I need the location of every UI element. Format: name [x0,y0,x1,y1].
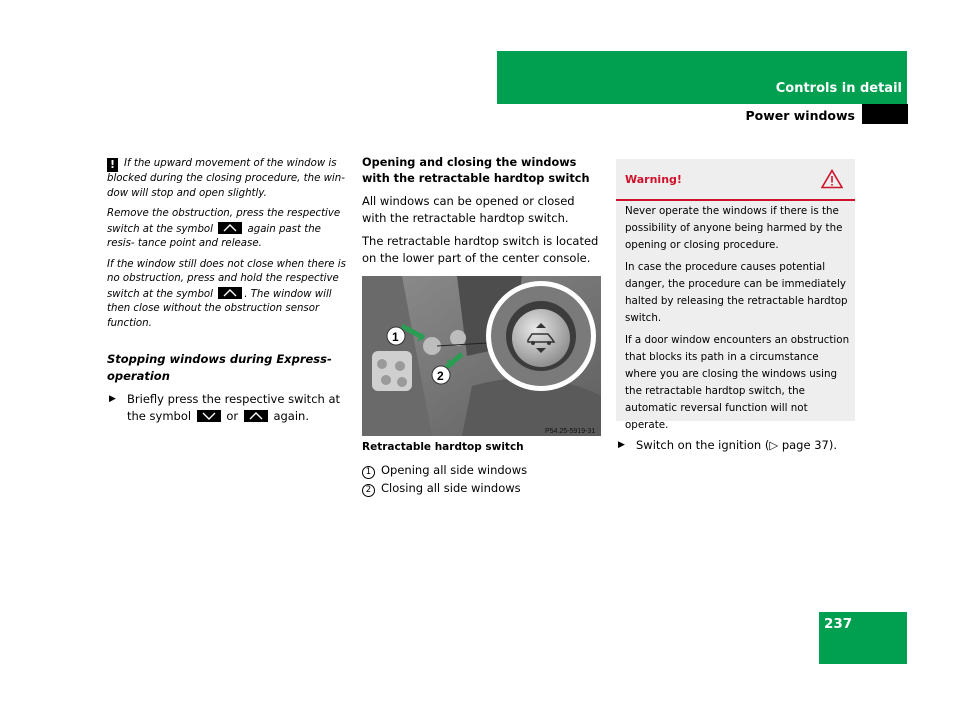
left-column [107,157,347,425]
bullet-triangle-icon: ▶ [109,394,116,404]
warning-paragraph-1: Never operate the windows if there is the possibility of anyone being harmed by the opening or closing procedure. [625,205,843,251]
note-paragraph-3: If the window still does not close when there is no obstruction, press and hold the respective switch at the symbol . The window will then close without the obstruction sensor function. [107,258,346,329]
warning-triangle-icon [821,169,843,193]
note-paragraph-2: Remove the obstruction, press the respective switch at the symbol again past the resis- tance point and release. [107,208,341,249]
section-subtitle: Power windows [745,108,855,123]
section-title: Controls in detail [775,81,902,96]
window-down-symbol-icon [197,410,221,422]
warning-header [616,159,855,201]
note-paragraph-1: ! If the upward movement of the window is blocked during the closing procedure, the win- dow will stop and open slightly. [107,158,345,199]
photo-legend [362,462,527,497]
legend-item: 2 Closing all side windows [362,480,527,498]
warning-box [616,159,855,431]
legend-number: 1 [362,466,375,479]
subheading-stopping-windows: Stopping windows during Express-operation [107,352,332,383]
ignition-instruction: ▶ Switch on the ignition (▷ page 37). [618,438,837,452]
photo-caption: Retractable hardtop switch [362,441,524,453]
warning-title: Warning! [625,173,682,186]
hardtop-switch-photo [362,276,601,436]
middle-paragraph-2: The retractable hardtop switch is located on the lower part of the center console. [362,234,599,265]
header-tab-marker [862,104,908,124]
photo-code: P54.25-5919-31 [545,428,596,435]
legend-item: 1 Opening all side windows [362,462,527,480]
instruction-bullet: ▶ Briefly press the respective switch at the symbol or again. [109,392,341,423]
window-up-symbol-icon [218,287,242,299]
warning-body [625,203,850,439]
photo-label-2: 2 [437,369,444,383]
warning-paragraph-3: If a door window encounters an obstruction that blocks its path in a circumstance where you are closing the windows using the retractable hardtop switch, the automatic reversal function will not operate. [625,334,850,431]
legend-number: 2 [362,484,375,497]
window-up-symbol-icon [244,410,268,422]
header-band [497,51,907,104]
photo-label-1: 1 [392,330,399,344]
page-number: 237 [824,616,853,632]
middle-paragraph-1: All windows can be opened or closed with the retractable hardtop switch. [362,194,575,225]
warning-paragraph-2: In case the procedure causes potential danger, the procedure can be immediately halted by releasing the retractable hardtop switch. [625,261,848,324]
window-up-symbol-icon [218,222,242,234]
middle-column [362,155,602,273]
middle-heading: Opening and closing the windows with the retractable hardtop switch [362,156,590,185]
bullet-triangle-icon: ▶ [618,440,625,450]
exclamation-icon: ! [107,158,118,172]
